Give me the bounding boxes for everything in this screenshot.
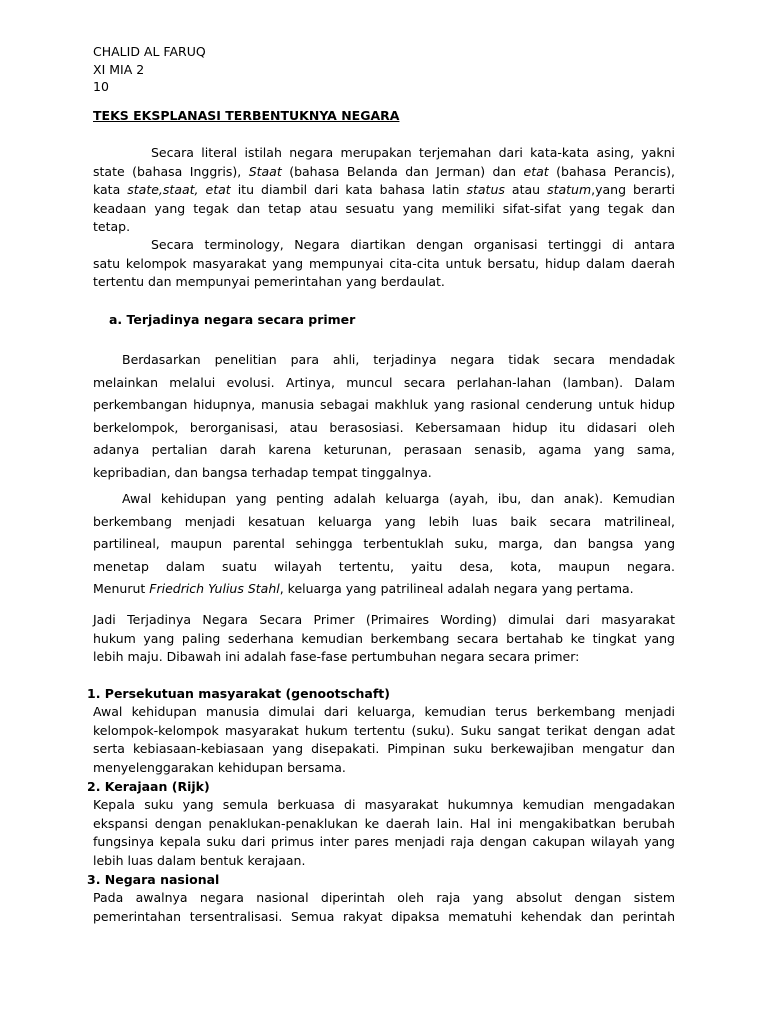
text-line: Awal kehidupan yang penting adalah keluarga (ayah, ibu, dan anak). Kemudian (122, 491, 675, 506)
list-item-description (93, 703, 675, 777)
text-line: berkembang menjadi kesatuan keluarga yang lebih luas baik secara matrilineal, (93, 513, 675, 529)
text-run-italic: Friedrich Yulius Stahl (149, 581, 280, 597)
text-line: berkelompok, berorganisasi, atau berasosiasi. Kebersamaan hidup itu didasari oleh (93, 419, 675, 435)
text-line: partilineal, maupun parental sehingga terbentuklah suku, marga, dan bangsa yang (93, 536, 675, 552)
text-line: hukum yang paling sederhana kemudian berkembang secara bertahab ke tingkat yang (93, 630, 675, 646)
list-item-heading: 2. Kerajaan (Rijk) (87, 779, 210, 794)
author-name: CHALID AL FARUQ (93, 44, 206, 59)
text-run-italic: Staat (248, 163, 282, 179)
paragraph-evolution (93, 349, 675, 485)
text-line: satu kelompok masyarakat yang mempunyai cita-cita untuk bersatu, hidup dalam daerah (93, 255, 675, 271)
author-number: 10 (93, 79, 109, 94)
text-run-italic: etat (523, 163, 549, 179)
author-header (93, 43, 206, 96)
text-run: itu diambil dari kata bahasa latin (230, 182, 467, 198)
text-run: (bahasa Belanda dan Jerman) dan (281, 163, 524, 179)
text-line: pemerintahan tersentralisasi. Semua rakyat dipaksa mematuhi kehendak dan perintah (93, 908, 675, 924)
text-line: Secara literal istilah negara merupakan terjemahan dari kata-kata asing, yakni (151, 145, 675, 160)
text-run: kata (93, 182, 128, 198)
paragraph-definition-terminology (93, 236, 675, 292)
text-run: ,yang berarti (591, 182, 675, 198)
section-heading-a: a. Terjadinya negara secara primer (109, 312, 356, 327)
text-run: state (bahasa Inggris), (93, 163, 249, 179)
text-line: Pada awalnya negara nasional diperintah oleh raja yang absolut dengan sistem (93, 890, 675, 905)
text-line: menyelenggarakan kehidupan bersama. (93, 759, 346, 775)
text-line: keadaan yang tegak dan tetap atau sesuatu yang memiliki sifat-sifat yang tegak dan (93, 200, 675, 216)
text-line: tetap. (93, 219, 131, 235)
text-run: Menurut (93, 581, 150, 597)
text-line: adanya pertalian darah karena keturunan, perasaan senasib, agama yang sama, (93, 442, 675, 458)
text-line: perkembangan hidupnya, manusia sebagai makhluk yang rasional cenderung untuk hidup (93, 397, 675, 413)
text-line: kelompok-kelompok masyarakat hukum tertentu (suku). Suku sangat terikat dengan adat (93, 722, 675, 738)
text-line: lebih maju. Dibawah ini adalah fase-fase pertumbuhan negara secara primer: (93, 649, 580, 665)
text-run-italic: statum (547, 182, 592, 198)
author-class: XI MIA 2 (93, 61, 145, 77)
text-line: menetap dalam suatu wilayah tertentu, yaitu desa, kota, maupun negara. (93, 558, 675, 574)
list-item-description (93, 889, 675, 926)
text-line: tertentu dan mempunyai pemerintahan yang berdaulat. (93, 274, 445, 290)
text-line: Berdasarkan penelitian para ahli, terjadinya negara tidak secara mendadak (122, 352, 675, 367)
text-line: ekspansi dengan penaklukan-penaklukan ke daerah lain. Hal ini mengakibatkan berubah (93, 815, 675, 831)
text-run: (bahasa Perancis), (548, 163, 676, 179)
paragraph-primary-summary (93, 611, 675, 667)
text-line: lebih luas dalam bentuk kerajaan. (93, 852, 306, 868)
text-line: fungsinya kepala suku dari primus inter pares menjadi raja dengan cakupan wilayah yang (93, 834, 675, 850)
text-run-italic: state,staat, etat (127, 182, 231, 198)
list-item-heading: 1. Persekutuan masyarakat (genootschaft) (87, 686, 390, 701)
text-line: Jadi Terjadinya Negara Secara Primer (Primaires Wording) dimulai dari masyarakat (93, 612, 675, 627)
document-title: TEKS EKSPLANASI TERBENTUKNYA NEGARA (93, 108, 400, 123)
text-run: , keluarga yang patrilineal adalah negara yang pertama. (279, 581, 634, 597)
paragraph-family (93, 488, 675, 601)
text-line: kepribadian, dan bangsa terhadap tempat tinggalnya. (93, 464, 432, 480)
list-item-heading: 3. Negara nasional (87, 872, 220, 887)
text-line: melainkan melalui evolusi. Artinya, muncul secara perlahan-lahan (lamban). Dalam (93, 374, 675, 390)
text-line: serta kebiasaan-kebiasaan yang disepakati. Pimpinan suku berkewajiban mengatur dan (93, 741, 675, 757)
text-line: Awal kehidupan manusia dimulai dari keluarga, kemudian terus berkembang menjadi (93, 704, 675, 719)
list-item-description (93, 796, 675, 870)
text-run: atau (504, 182, 548, 198)
text-run-italic: status (466, 182, 505, 198)
paragraph-definition-literal (93, 144, 675, 237)
text-line: Secara terminology, Negara diartikan dengan organisasi tertinggi di antara (151, 237, 675, 252)
text-line: Kepala suku yang semula berkuasa di masyarakat hukumnya kemudian mengadakan (93, 797, 675, 812)
